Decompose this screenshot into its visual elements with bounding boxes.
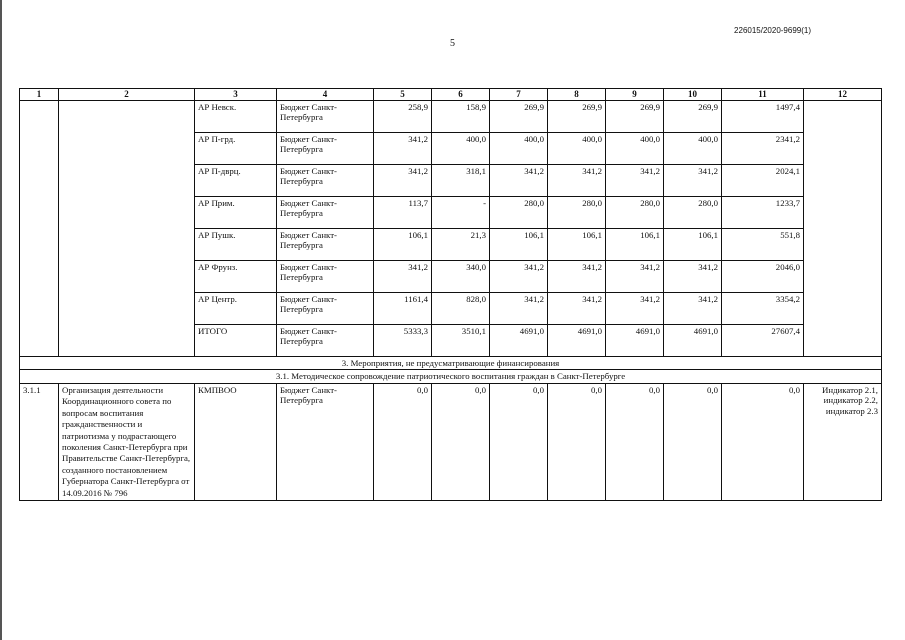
subsection-heading-row xyxy=(20,370,882,384)
value-cell: 106,1 xyxy=(664,228,722,260)
value-cell: 106,1 xyxy=(548,228,606,260)
value-cell: 258,9 xyxy=(374,100,432,132)
col-header: 1 xyxy=(20,89,59,101)
value-cell: 400,0 xyxy=(432,132,490,164)
value-cell: 400,0 xyxy=(664,132,722,164)
value-cell: 341,2 xyxy=(490,164,548,196)
empty-cell xyxy=(20,100,59,356)
col-header: 6 xyxy=(432,89,490,101)
value-cell: 3510,1 xyxy=(432,324,490,356)
col-header: 3 xyxy=(195,89,277,101)
source-cell: Бюджет Санкт-Петербурга xyxy=(277,196,374,228)
value-cell: 341,2 xyxy=(374,132,432,164)
value-cell: 341,2 xyxy=(606,260,664,292)
value-cell: 0,0 xyxy=(606,383,664,500)
value-cell: 828,0 xyxy=(432,292,490,324)
value-cell: 280,0 xyxy=(664,196,722,228)
col-header: 12 xyxy=(804,89,882,101)
value-cell: 158,9 xyxy=(432,100,490,132)
executor-cell: АР Невск. xyxy=(195,100,277,132)
total-cell: 1497,4 xyxy=(722,100,804,132)
value-cell: 280,0 xyxy=(548,196,606,228)
value-cell: 0,0 xyxy=(490,383,548,500)
total-cell: 3354,2 xyxy=(722,292,804,324)
total-cell: 1233,7 xyxy=(722,196,804,228)
value-cell: 5333,3 xyxy=(374,324,432,356)
total-cell: 2024,1 xyxy=(722,164,804,196)
value-cell: 280,0 xyxy=(606,196,664,228)
source-cell: Бюджет Санкт-Петербурга xyxy=(277,164,374,196)
value-cell: 341,2 xyxy=(548,260,606,292)
value-cell: 341,2 xyxy=(664,164,722,196)
col-header: 7 xyxy=(490,89,548,101)
value-cell: 280,0 xyxy=(490,196,548,228)
value-cell: 106,1 xyxy=(606,228,664,260)
value-cell: 400,0 xyxy=(548,132,606,164)
value-cell: 0,0 xyxy=(432,383,490,500)
column-number-row xyxy=(20,89,882,101)
executor-cell: АР Пушк. xyxy=(195,228,277,260)
executor-cell: АР П-грд. xyxy=(195,132,277,164)
source-cell: Бюджет Санкт-Петербурга xyxy=(277,228,374,260)
value-cell: 0,0 xyxy=(374,383,432,500)
value-cell: 269,9 xyxy=(548,100,606,132)
value-cell: 400,0 xyxy=(606,132,664,164)
total-cell: 0,0 xyxy=(722,383,804,500)
value-cell: 341,2 xyxy=(664,292,722,324)
value-cell: 0,0 xyxy=(548,383,606,500)
col-header: 2 xyxy=(59,89,195,101)
empty-cell xyxy=(804,100,882,356)
value-cell: 269,9 xyxy=(664,100,722,132)
value-cell: 106,1 xyxy=(490,228,548,260)
total-cell: 2341,2 xyxy=(722,132,804,164)
source-cell: Бюджет Санкт-Петербурга xyxy=(277,132,374,164)
executor-cell: ИТОГО xyxy=(195,324,277,356)
total-cell: 2046,0 xyxy=(722,260,804,292)
value-cell: 21,3 xyxy=(432,228,490,260)
value-cell: 341,2 xyxy=(664,260,722,292)
total-cell: 27607,4 xyxy=(722,324,804,356)
value-cell: 113,7 xyxy=(374,196,432,228)
value-cell: 341,2 xyxy=(606,292,664,324)
executor-cell: АР Центр. xyxy=(195,292,277,324)
section-heading: 3. Мероприятия, не предусматривающие финансирования xyxy=(20,356,882,370)
value-cell: 341,2 xyxy=(606,164,664,196)
indicators-cell: Индикатор 2.1, индикатор 2.2, индикатор 2.3 xyxy=(804,383,882,500)
page-number: 5 xyxy=(450,38,455,49)
value-cell: 341,2 xyxy=(490,260,548,292)
source-cell: Бюджет Санкт-Петербурга xyxy=(277,100,374,132)
value-cell: 340,0 xyxy=(432,260,490,292)
program-table xyxy=(19,88,882,501)
activity-name: Организация деятельности Координационного совета по вопросам воспитания гражданственности и патриотизма у подрастающего поколения Санкт-Петербурга при Правительстве Санкт-Петербурга, созданного постановлением Губернатора Санкт-Петербурга от 14.09.2016 № 796 xyxy=(59,383,195,500)
value-cell: 341,2 xyxy=(374,164,432,196)
table-row xyxy=(20,100,882,132)
subsection-heading: 3.1. Методическое сопровождение патриотического воспитания граждан в Санкт-Петербурге xyxy=(20,370,882,384)
col-header: 11 xyxy=(722,89,804,101)
source-cell: Бюджет Санкт-Петербурга xyxy=(277,292,374,324)
value-cell: 341,2 xyxy=(490,292,548,324)
value-cell: 4691,0 xyxy=(606,324,664,356)
value-cell: 341,2 xyxy=(548,292,606,324)
value-cell: 269,9 xyxy=(490,100,548,132)
value-cell: 4691,0 xyxy=(490,324,548,356)
source-cell: Бюджет Санкт-Петербурга xyxy=(277,383,374,500)
empty-cell xyxy=(59,100,195,356)
col-header: 5 xyxy=(374,89,432,101)
value-cell: 4691,0 xyxy=(664,324,722,356)
document-id: 226015/2020-9699(1) xyxy=(734,26,811,35)
value-cell: 106,1 xyxy=(374,228,432,260)
col-header: 10 xyxy=(664,89,722,101)
value-cell: 341,2 xyxy=(548,164,606,196)
col-header: 8 xyxy=(548,89,606,101)
table-row xyxy=(20,383,882,500)
section-heading-row xyxy=(20,356,882,370)
scan-edge-mark xyxy=(0,0,2,640)
value-cell: 341,2 xyxy=(374,260,432,292)
executor-cell: АР П-дврц. xyxy=(195,164,277,196)
value-cell: - xyxy=(432,196,490,228)
executor-cell: КМПВОО xyxy=(195,383,277,500)
value-cell: 269,9 xyxy=(606,100,664,132)
col-header: 9 xyxy=(606,89,664,101)
col-header: 4 xyxy=(277,89,374,101)
source-cell: Бюджет Санкт-Петербурга xyxy=(277,324,374,356)
source-cell: Бюджет Санкт-Петербурга xyxy=(277,260,374,292)
value-cell: 1161,4 xyxy=(374,292,432,324)
item-number: 3.1.1 xyxy=(20,383,59,500)
value-cell: 0,0 xyxy=(664,383,722,500)
executor-cell: АР Фрунз. xyxy=(195,260,277,292)
value-cell: 318,1 xyxy=(432,164,490,196)
executor-cell: АР Прим. xyxy=(195,196,277,228)
total-cell: 551,8 xyxy=(722,228,804,260)
value-cell: 4691,0 xyxy=(548,324,606,356)
value-cell: 400,0 xyxy=(490,132,548,164)
